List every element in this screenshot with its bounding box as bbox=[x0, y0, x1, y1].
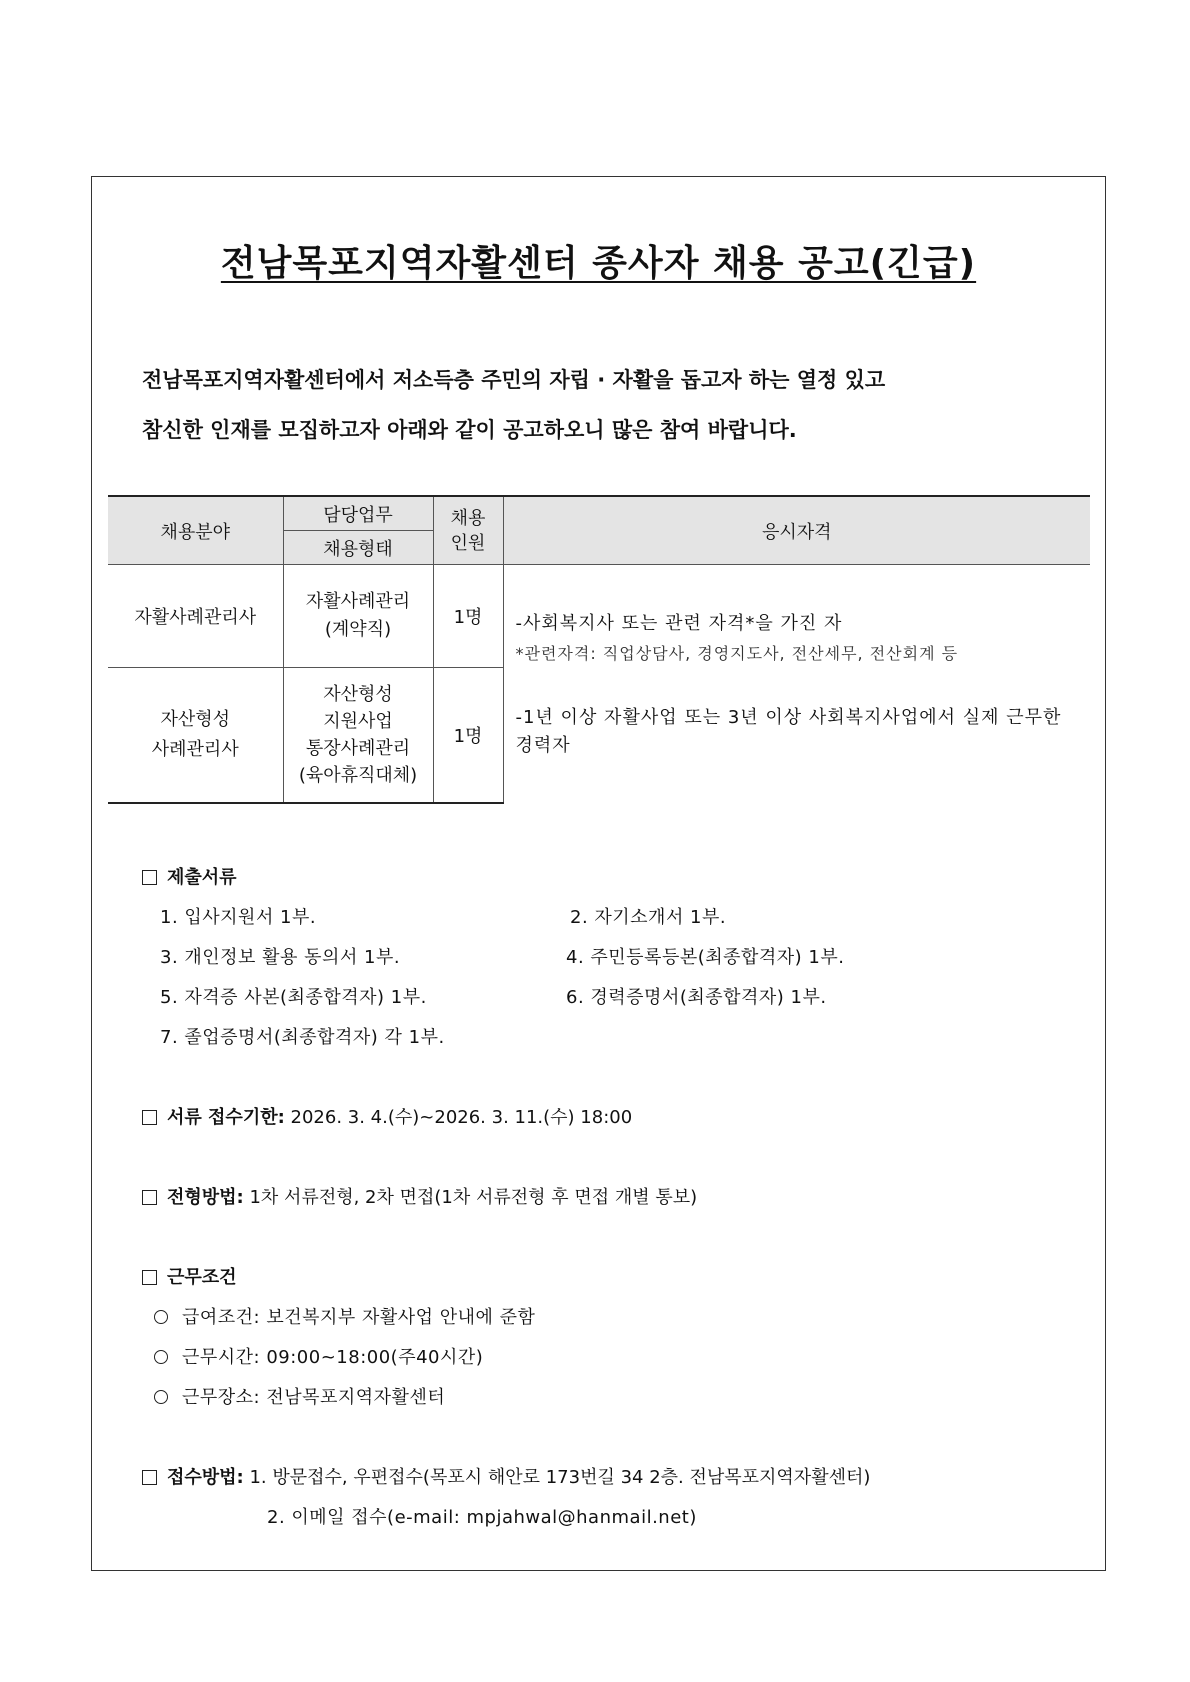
page-title: 전남목포지역자활센터 종사자 채용 공고(긴급) bbox=[220, 243, 977, 284]
checkbox-icon bbox=[142, 1190, 157, 1205]
document-item: 3. 개인정보 활용 동의서 1부. bbox=[160, 947, 401, 968]
row-count: 1명 bbox=[433, 565, 503, 668]
conditions-heading: 근무조건 bbox=[142, 1263, 237, 1289]
checkbox-icon bbox=[142, 1470, 157, 1485]
header-field: 채용분야 bbox=[108, 496, 283, 565]
document-item: 1. 입사지원서 1부. bbox=[160, 907, 317, 928]
qualification-cell bbox=[503, 565, 1090, 804]
header-type: 채용형태 bbox=[283, 531, 433, 565]
recruitment-table bbox=[108, 495, 1090, 804]
document-item: 7. 졸업증명서(최종합격자) 각 1부. bbox=[160, 1027, 445, 1048]
checkbox-icon bbox=[142, 1270, 157, 1285]
intro-line: 전남목포지역자활센터에서 저소득층 주민의 자립 · 자활을 돕고자 하는 열정 있고 bbox=[142, 368, 886, 392]
row-field: 자산형성 사례관리사 bbox=[108, 668, 283, 804]
documents-heading: 제출서류 bbox=[142, 863, 237, 889]
row-duty: 자산형성 지원사업 통장사례관리 (육아휴직대체) bbox=[283, 668, 433, 804]
qualification-note: *관련자격: 직업상담사, 경영지도사, 전산세무, 전산회계 등 bbox=[515, 643, 959, 663]
deadline-section: 서류 접수기한: 2026. 3. 4.(수)~2026. 3. 11.(수) 18:00 bbox=[142, 1103, 632, 1129]
intro-line: 참신한 인재를 모집하고자 아래와 같이 공고하오니 많은 참여 바랍니다. bbox=[142, 418, 797, 442]
row-duty: 자활사례관리 (계약직) bbox=[283, 565, 433, 668]
deadline-value: 2026. 3. 4.(수)~2026. 3. 11.(수) 18:00 bbox=[290, 1107, 633, 1128]
header-duty: 담당업무 bbox=[283, 496, 433, 531]
document-item: 5. 자격증 사본(최종합격자) 1부. bbox=[160, 987, 427, 1008]
selection-value: 1차 서류전형, 2차 면접(1차 서류전형 후 면접 개별 통보) bbox=[249, 1187, 698, 1208]
checkbox-icon bbox=[142, 870, 157, 885]
application-method: 1. 방문접수, 우편접수(목포시 해안로 173번길 34 2층. 전남목포지역자활센터) bbox=[249, 1467, 871, 1488]
qualification-line: -사회복지사 또는 관련 자격*을 가진 자 bbox=[515, 612, 843, 634]
circle-bullet-icon bbox=[154, 1390, 168, 1404]
intro-paragraph bbox=[142, 355, 1082, 455]
table-row bbox=[108, 565, 1090, 668]
condition-item: 근무시간: 09:00~18:00(주40시간) bbox=[154, 1343, 483, 1369]
notice-frame bbox=[91, 176, 1106, 1571]
checkbox-icon bbox=[142, 1110, 157, 1125]
document-item: 6. 경력증명서(최종합격자) 1부. bbox=[566, 987, 827, 1008]
application-method: 2. 이메일 접수(e-mail: mpjahwal@hanmail.net) bbox=[267, 1507, 697, 1528]
qualification-line: -1년 이상 자활사업 또는 3년 이상 사회복지사업에서 실제 근무한 경력자 bbox=[515, 706, 1062, 756]
circle-bullet-icon bbox=[154, 1310, 168, 1324]
circle-bullet-icon bbox=[154, 1350, 168, 1364]
document-item: 2. 자기소개서 1부. bbox=[570, 907, 727, 928]
header-qualification: 응시자격 bbox=[503, 496, 1090, 565]
row-count: 1명 bbox=[433, 668, 503, 804]
condition-item: 근무장소: 전남목포지역자활센터 bbox=[154, 1383, 445, 1409]
application-section: 접수방법: 1. 방문접수, 우편접수(목포시 해안로 173번길 34 2층. 전남목포지역자활센터) bbox=[142, 1463, 870, 1489]
header-count: 채용 인원 bbox=[433, 496, 503, 565]
row-field: 자활사례관리사 bbox=[108, 565, 283, 668]
condition-item: 급여조건: 보건복지부 자활사업 안내에 준함 bbox=[154, 1303, 535, 1329]
document-item: 4. 주민등록등본(최종합격자) 1부. bbox=[566, 947, 845, 968]
selection-section: 전형방법: 1차 서류전형, 2차 면접(1차 서류전형 후 면접 개별 통보) bbox=[142, 1183, 697, 1209]
